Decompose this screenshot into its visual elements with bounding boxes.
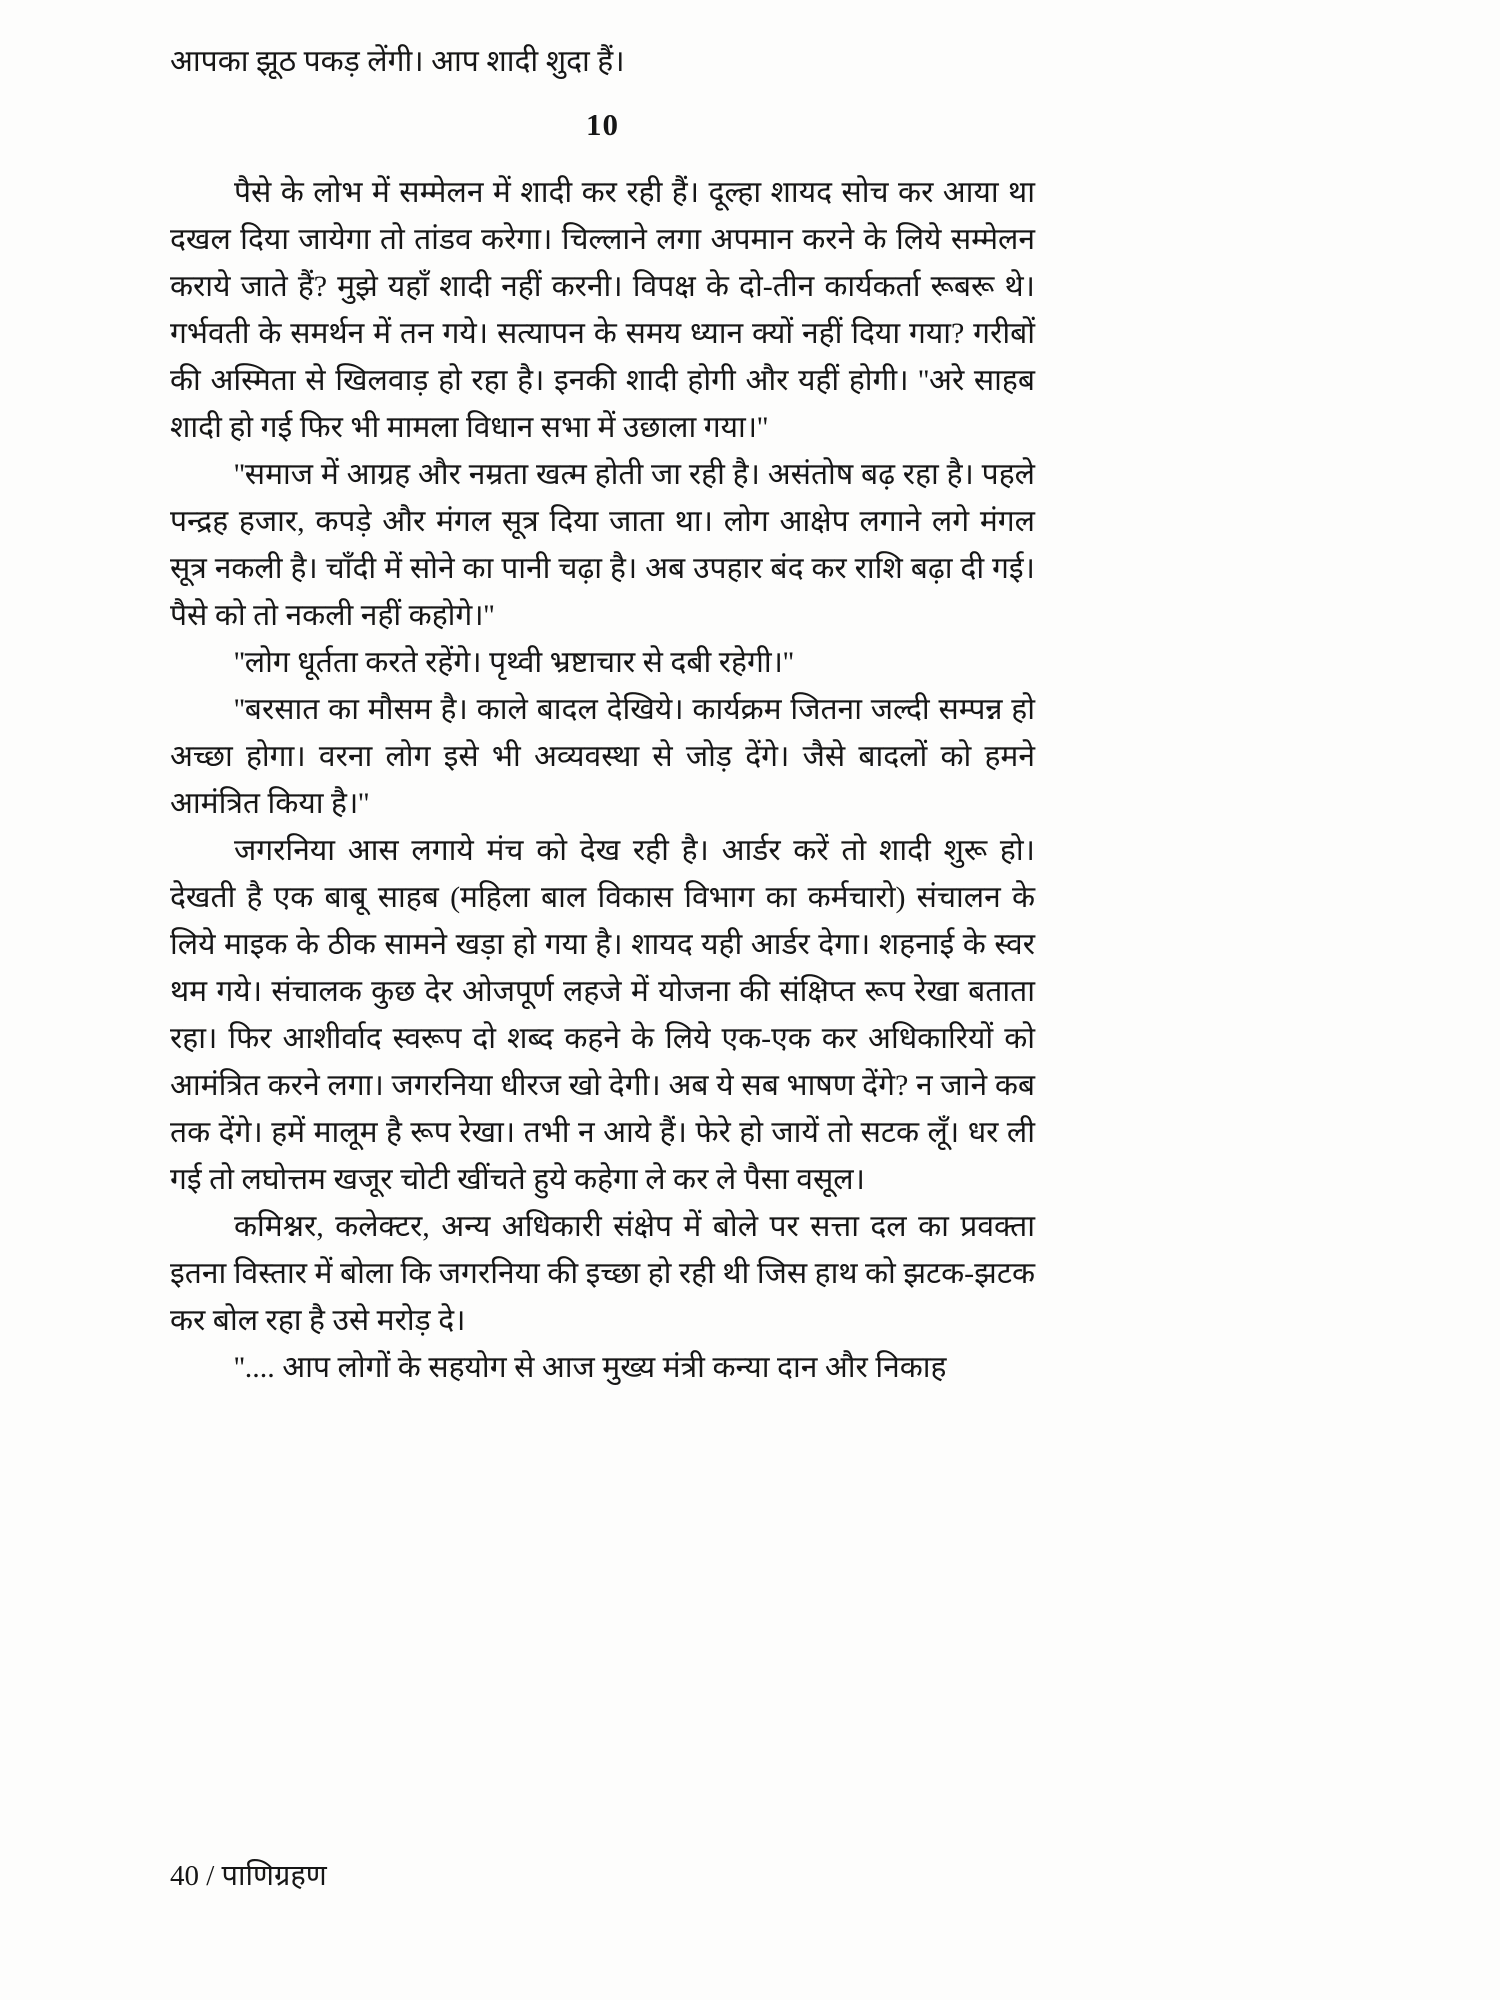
text-block xyxy=(170,38,1035,1391)
paragraph: ''समाज में आग्रह और नम्रता खत्म होती जा रही है। असंतोष बढ़ रहा है। पहले पन्द्रह हजार, कपड़े और मंगल सूत्र दिया जाता था। लोग आक्षेप लगाने लगे मंगल सूत्र नकली है। चाँदी में सोने का पानी चढ़ा है। अब उपहार बंद कर राशि बढ़ा दी गई। पैसे को तो नकली नहीं कहोगे।'' xyxy=(170,458,1035,632)
page-footer: 40 / पाणिग्रहण xyxy=(170,1860,327,1892)
paragraph: जगरनिया आस लगाये मंच को देख रही है। आर्डर करें तो शादी शुरू हो। देखती है एक बाबू साहब (महिला बाल विकास विभाग का कर्मचारो) संचालन के लिये माइक के ठीक सामने खड़ा हो गया है। शायद यही आर्डर देगा। शहनाई के स्वर थम गये। संचालक कुछ देर ओजपूर्ण लहजे में योजना की संक्षिप्त रूप रेखा बताता रहा। फिर आशीर्वाद स्वरूप दो शब्द कहने के लिये एक-एक कर अधिकारियों को आमंत्रित करने लगा। जगरनिया धीरज खो देगी। अब ये सब भाषण देंगे? न जाने कब तक देंगे। हमें मालूम है रूप रेखा। तभी न आये हैं। फेरे हो जायें तो सटक लूँ। धर ली गई तो लघोत्तम खजूर चोटी खींचते हुये कहेगा ले कर ले पैसा वसूल। xyxy=(170,834,1035,1196)
carryover-line: आपका झूठ पकड़ लेंगी। आप शादी शुदा हैं। xyxy=(170,45,625,78)
paragraph: पैसे के लोभ में सम्मेलन में शादी कर रही हैं। दूल्हा शायद सोच कर आया था दखल दिया जायेगा तो तांडव करेगा। चिल्लाने लगा अपमान करने के लिये सम्मेलन कराये जाते हैं? मुझे यहाँ शादी नहीं करनी। विपक्ष के दो-तीन कार्यकर्ता रूबरू थे। गर्भवती के समर्थन में तन गये। सत्यापन के समय ध्यान क्यों नहीं दिया गया? गरीबों की अस्मिता से खिलवाड़ हो रहा है। इनकी शादी होगी और यहीं होगी। ''अरे साहब शादी हो गई फिर भी मामला विधान सभा में उछाला गया।'' xyxy=(170,176,1035,444)
paragraph: ''लोग धूर्तता करते रहेंगे। पृथ्वी भ्रष्टाचार से दबी रहेगी।'' xyxy=(234,646,794,679)
paragraph: ''बरसात का मौसम है। काले बादल देखिये। कार्यक्रम जितना जल्दी सम्पन्न हो अच्छा होगा। वरना लोग इसे भी अव्यवस्था से जोड़ देंगे। जैसे बादलों को हमने आमंत्रित किया है।'' xyxy=(170,693,1035,820)
paragraph: ''.... आप लोगों के सहयोग से आज मुख्य मंत्री कन्या दान और निकाह xyxy=(234,1351,947,1384)
paragraph: कमिश्नर, कलेक्टर, अन्य अधिकारी संक्षेप में बोले पर सत्ता दल का प्रवक्ता इतना विस्तार में बोला कि जगरनिया की इच्छा हो रही थी जिस हाथ को झटक-झटक कर बोल रहा है उसे मरोड़ दे। xyxy=(170,1210,1035,1337)
chapter-number: 10 xyxy=(586,107,619,142)
